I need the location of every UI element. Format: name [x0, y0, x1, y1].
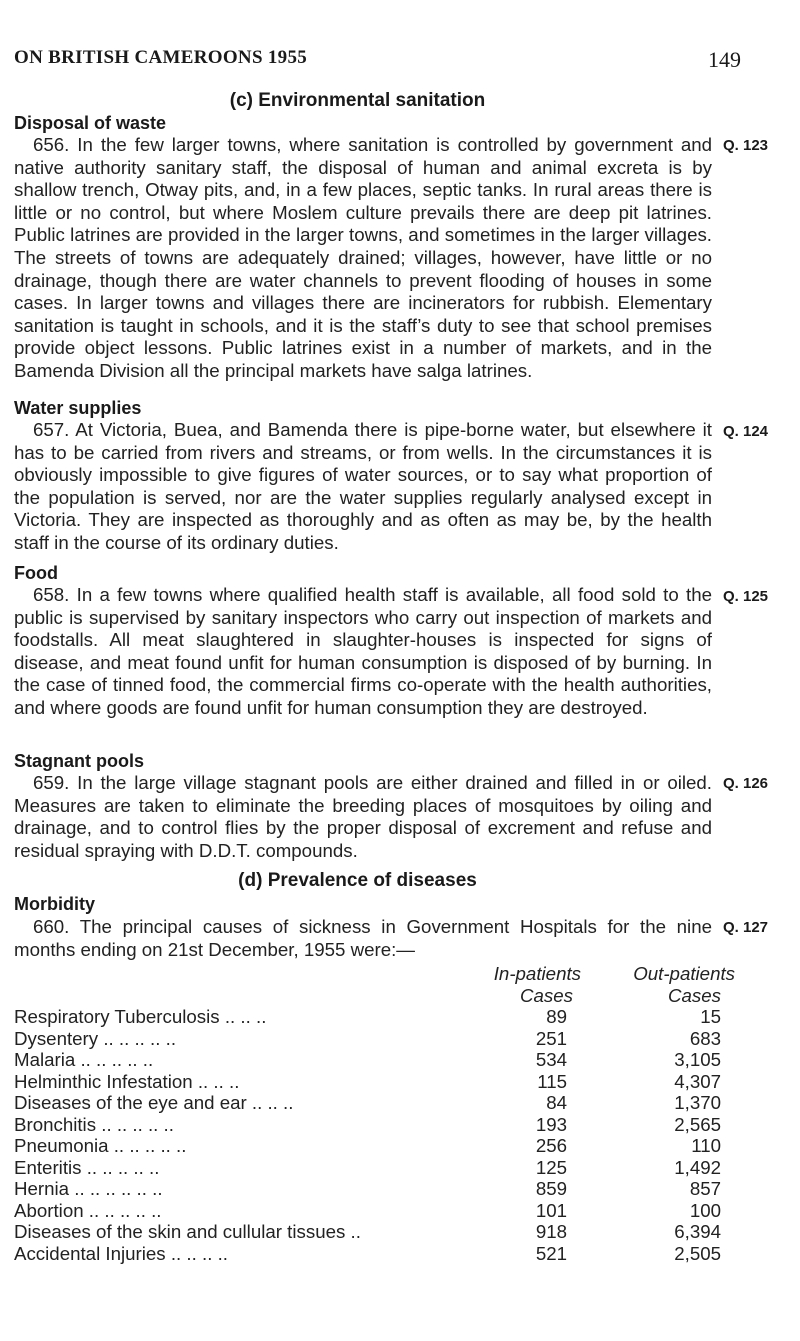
outpatient-cases: 100 [689, 1199, 721, 1221]
disease-name: Pneumonia [14, 1135, 109, 1156]
qref-125: Q. 125 [723, 588, 769, 605]
leader-dots: .. .. .. .. .. [108, 1135, 187, 1156]
paragraph-659: 659. In the large village stagnant pools are either drained and filled in or oiled. Measures are taken to eliminate the breeding places of mosquitoes by oiling and drainage, and to control flies by the proper disposal of excrement and refuse and residual spraying with D.D.T. compounds. [14, 772, 712, 861]
disease-name-cell [14, 1135, 472, 1157]
table-row [14, 1006, 735, 1028]
leader-dots: .. .. .. .. .. [83, 1199, 162, 1221]
outpatient-cases: 15 [700, 1006, 721, 1027]
outpatient-cases: 4,307 [674, 1070, 721, 1092]
table-row [14, 1092, 735, 1114]
leader-dots: .. .. .. .. .. [96, 1113, 174, 1135]
outpatient-cases: 110 [691, 1135, 721, 1156]
heading-stagnant-pools: Stagnant pools [14, 751, 144, 771]
col-outpatients-cases: Cases [668, 984, 721, 1006]
morbidity-table [14, 963, 735, 1264]
disease-name: Bronchitis [14, 1113, 97, 1135]
table-row [14, 1135, 735, 1157]
leader-dots: .. .. .. [246, 1092, 294, 1113]
inpatient-cases: 84 [546, 1092, 567, 1113]
disease-name-cell [14, 1200, 472, 1222]
heading-food: Food [14, 563, 58, 583]
inpatient-cases: 251 [535, 1027, 567, 1049]
disease-name-cell [14, 1071, 472, 1093]
table-subheader-row [14, 985, 735, 1007]
table-row [14, 1049, 735, 1071]
qref-126: Q. 126 [723, 775, 769, 792]
disease-name: Diseases of the skin and cullular tissues [14, 1221, 346, 1242]
inpatient-cases: 256 [535, 1135, 567, 1156]
table-row [14, 1071, 735, 1093]
inpatient-cases: 125 [535, 1156, 567, 1178]
inpatient-cases: 918 [535, 1221, 567, 1242]
qref-123: Q. 123 [723, 137, 769, 154]
page-number: 149 [708, 47, 741, 72]
qref-124: Q. 124 [723, 423, 769, 440]
outpatient-cases: 2,565 [674, 1113, 721, 1135]
leader-dots: .. .. .. .. [165, 1242, 228, 1264]
disease-name: Accidental Injuries [14, 1242, 166, 1264]
disease-name: Hernia [14, 1178, 70, 1199]
outpatient-cases: 1,370 [674, 1092, 721, 1113]
disease-name-cell [14, 1092, 472, 1114]
disease-name-cell [14, 1114, 472, 1136]
disease-name-cell [14, 1157, 472, 1179]
disease-name: Enteritis [14, 1156, 82, 1178]
disease-name: Helminthic Infestation [14, 1070, 193, 1092]
running-title: ON BRITISH CAMEROONS 1955 [14, 47, 308, 68]
section-d-title: (d) Prevalence of diseases [238, 870, 477, 891]
table-row [14, 1221, 735, 1243]
inpatient-cases: 89 [546, 1006, 567, 1027]
heading-disposal-of-waste: Disposal of waste [14, 113, 167, 133]
table-header-row [14, 963, 735, 985]
disease-name: Respiratory Tuberculosis [14, 1006, 220, 1027]
paragraph-660: 660. The principal causes of sickness in Government Hospitals for the nine months ending on 21st December, 1955 were:— [14, 916, 712, 960]
paragraph-657: 657. At Victoria, Buea, and Bamenda there is pipe-borne water, but elsewhere it has to be carried from rivers and streams, or from wells. In the circumstances it is obviously impossible to give figures of water sources, or to say what proportion of the population is served, nor are the water supplies regularly analysed except in Victoria. They are inspected as thoroughly and as often as may be, by the health staff in the course of its ordinary duties. [14, 419, 712, 553]
paragraph-656: 656. In the few larger towns, where sanitation is controlled by government and native authority sanitary staff, the disposal of human and animal excreta is by shallow trench, Otway pits, and, in a few places, septic tanks. In rural areas there is little or no control, but where Moslem culture prevails there are deep pit latrines. Public latrines are provided in the larger towns, and sometimes in the larger villages. The streets of towns are adequately drained; villages, however, have little or no drainage, though there are water channels to prevent flooding of houses in some cases. In larger towns and villages there are incinerators for rubbish. Elementary sanitation is taught in schools, and it is the staff’s duty to see that school premises provide object lessons. Public latrines exist in a number of markets, and in the Bamenda Division all the principal markets have salga latrines. [14, 134, 712, 381]
disease-name: Dysentery [14, 1027, 99, 1049]
table-row [14, 1114, 735, 1136]
outpatient-cases: 857 [689, 1178, 721, 1199]
table-row [14, 1157, 735, 1179]
heading-morbidity: Morbidity [14, 894, 95, 914]
paragraph-658: 658. In a few towns where qualified health staff is available, all food sold to the public is supervised by sanitary inspectors who carry out inspection of markets and foodstalls. All meat slaughtered in slaughter-houses is inspected for signs of disease, and meat found unfit for human consumption is disposed of by burning. In the case of tinned food, the commercial firms co-operate with the health authorities, and where goods are found unfit for human consumption they are destroyed. [14, 584, 712, 718]
outpatient-cases: 683 [689, 1027, 721, 1049]
col-inpatients-cases: Cases [520, 984, 573, 1006]
col-outpatients-header: Out-patients [633, 963, 735, 984]
col-inpatients-header: In-patients [493, 963, 581, 984]
inpatient-cases: 534 [535, 1049, 567, 1070]
outpatient-cases: 3,105 [674, 1049, 721, 1070]
disease-name-cell [14, 1243, 472, 1265]
leader-dots: .. .. .. [192, 1070, 240, 1092]
leader-dots: .. .. .. .. .. .. [69, 1178, 163, 1199]
inpatient-cases: 193 [535, 1113, 567, 1135]
section-c-title: (c) Environmental sanitation [229, 90, 486, 111]
disease-name-cell [14, 1028, 472, 1050]
table-row [14, 1178, 735, 1200]
outpatient-cases: 6,394 [674, 1221, 721, 1242]
qref-127: Q. 127 [723, 919, 769, 936]
outpatient-cases: 1,492 [674, 1156, 721, 1178]
disease-name: Abortion [14, 1199, 84, 1221]
table-row [14, 1243, 735, 1265]
disease-name: Malaria [14, 1049, 76, 1070]
table-row [14, 1028, 735, 1050]
disease-name-cell [14, 1006, 472, 1028]
outpatient-cases: 2,505 [674, 1242, 721, 1264]
disease-name-cell [14, 1178, 472, 1200]
inpatient-cases: 115 [537, 1070, 567, 1092]
heading-water-supplies: Water supplies [14, 398, 142, 418]
disease-name-cell [14, 1049, 472, 1071]
inpatient-cases: 521 [535, 1242, 567, 1264]
page-header [14, 47, 741, 77]
leader-dots: .. .. .. .. .. [98, 1027, 177, 1049]
leader-dots: .. .. .. .. .. [81, 1156, 160, 1178]
leader-dots: .. .. .. [219, 1006, 267, 1027]
disease-name: Diseases of the eye and ear [14, 1092, 247, 1113]
table-row [14, 1200, 735, 1222]
leader-dots: .. .. .. .. .. [75, 1049, 154, 1070]
inpatient-cases: 859 [535, 1178, 567, 1199]
inpatient-cases: 101 [535, 1199, 567, 1221]
disease-name-cell [14, 1221, 472, 1243]
leader-dots: .. [345, 1221, 361, 1242]
